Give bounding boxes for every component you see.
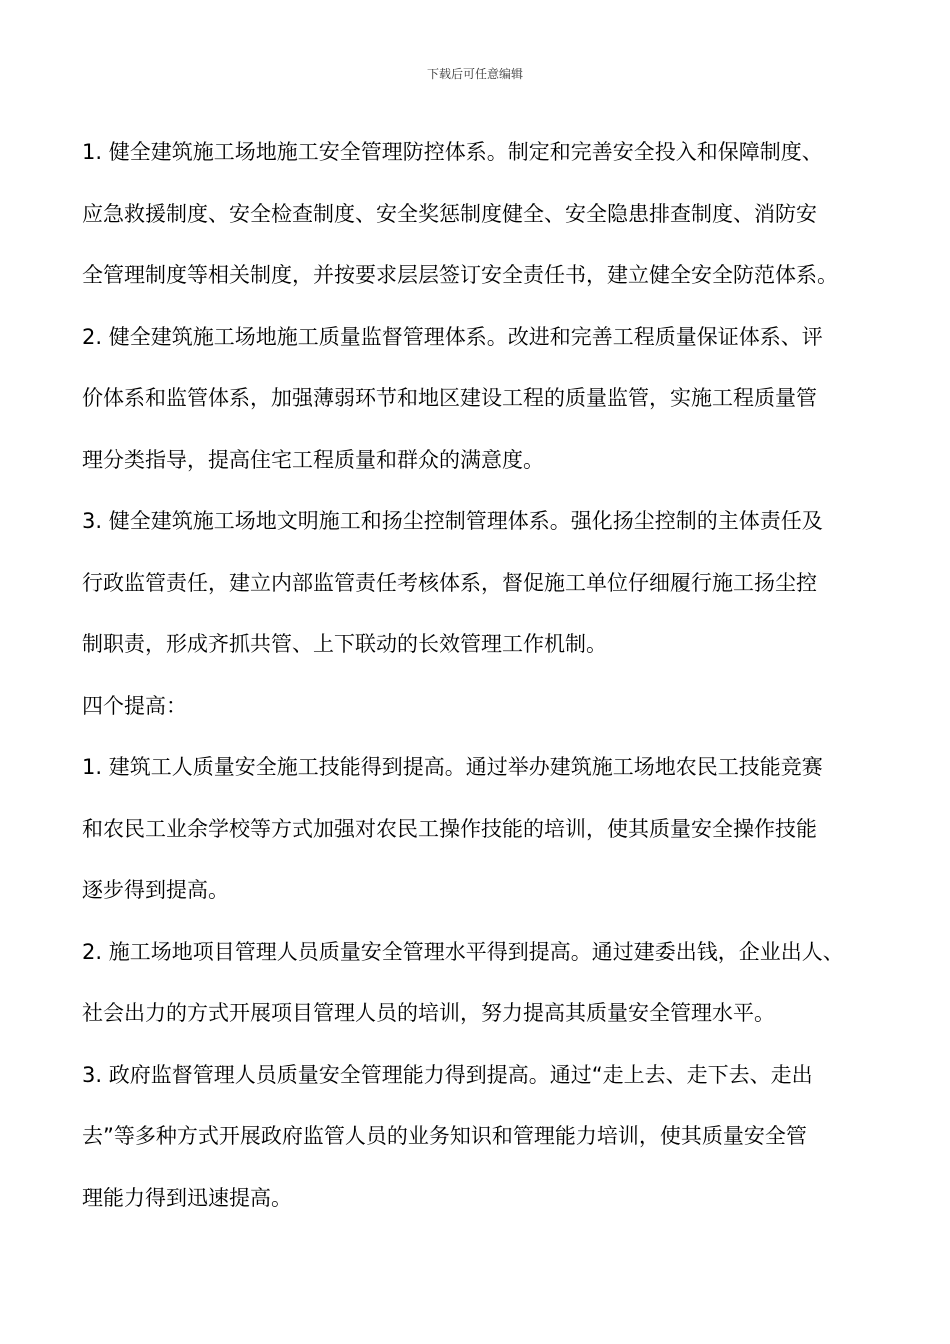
text-line: 去”等多种方式开展政府监管人员的业务知识和管理能力培训，使其质量安全管 [82, 1124, 807, 1148]
text-line: 全管理制度等相关制度，并按要求层层签订安全责任书，建立健全安全防范体系。 [82, 263, 838, 287]
text-line: 理能力得到迅速提高。 [82, 1185, 292, 1210]
paragraph-quality-system [82, 307, 882, 492]
paragraph-worker-skills [82, 737, 882, 922]
paragraph-dust-control-system [82, 491, 882, 676]
text-line: 制职责，形成齐抓共管、上下联动的长效管理工作机制。 [82, 632, 607, 656]
paragraph-government-ability [82, 1045, 882, 1230]
text-line: 1. 建筑工人质量安全施工技能得到提高。通过举办建筑施工场地农民工技能竞赛 [82, 755, 823, 779]
text-line: 和农民工业余学校等方式加强对农民工操作技能的培训，使其质量安全操作技能 [82, 816, 817, 841]
paragraph-safety-system [82, 122, 882, 307]
text-line: 3. 政府监督管理人员质量安全管理能力得到提高。通过“走上去、走下去、走出 [82, 1062, 813, 1087]
text-line: 理分类指导，提高住宅工程质量和群众的满意度。 [82, 447, 544, 472]
page-header: 下载后可任意编辑 [426, 67, 523, 81]
text-line: 价体系和监管体系，加强薄弱环节和地区建设工程的质量监管，实施工程质量管 [82, 386, 817, 410]
text-line: 社会出力的方式开展项目管理人员的培训，努力提高其质量安全管理水平。 [82, 1001, 775, 1025]
text-line: 行政监管责任，建立内部监管责任考核体系，督促施工单位仔细履行施工扬尘控 [82, 570, 817, 595]
text-line: 2. 施工场地项目管理人员质量安全管理水平得到提高。通过建委出钱，企业出人、 [82, 939, 844, 964]
text-line: 四个提高： [82, 693, 187, 718]
text-line: 3. 健全建筑施工场地文明施工和扬尘控制管理体系。强化扬尘控制的主体责任及 [82, 509, 823, 533]
text-line: 1. 健全建筑施工场地施工安全管理防控体系。制定和完善安全投入和保障制度、 [82, 140, 823, 164]
text-line: 逐步得到提高。 [82, 878, 229, 902]
document-body [82, 122, 882, 1229]
text-line: 2. 健全建筑施工场地施工质量监督管理体系。改进和完善工程质量保证体系、评 [82, 324, 823, 349]
section-heading-four-improvements [82, 676, 882, 738]
text-line: 应急救援制度、安全检查制度、安全奖惩制度健全、安全隐患排查制度、消防安 [82, 201, 817, 226]
paragraph-manager-level [82, 922, 882, 1045]
